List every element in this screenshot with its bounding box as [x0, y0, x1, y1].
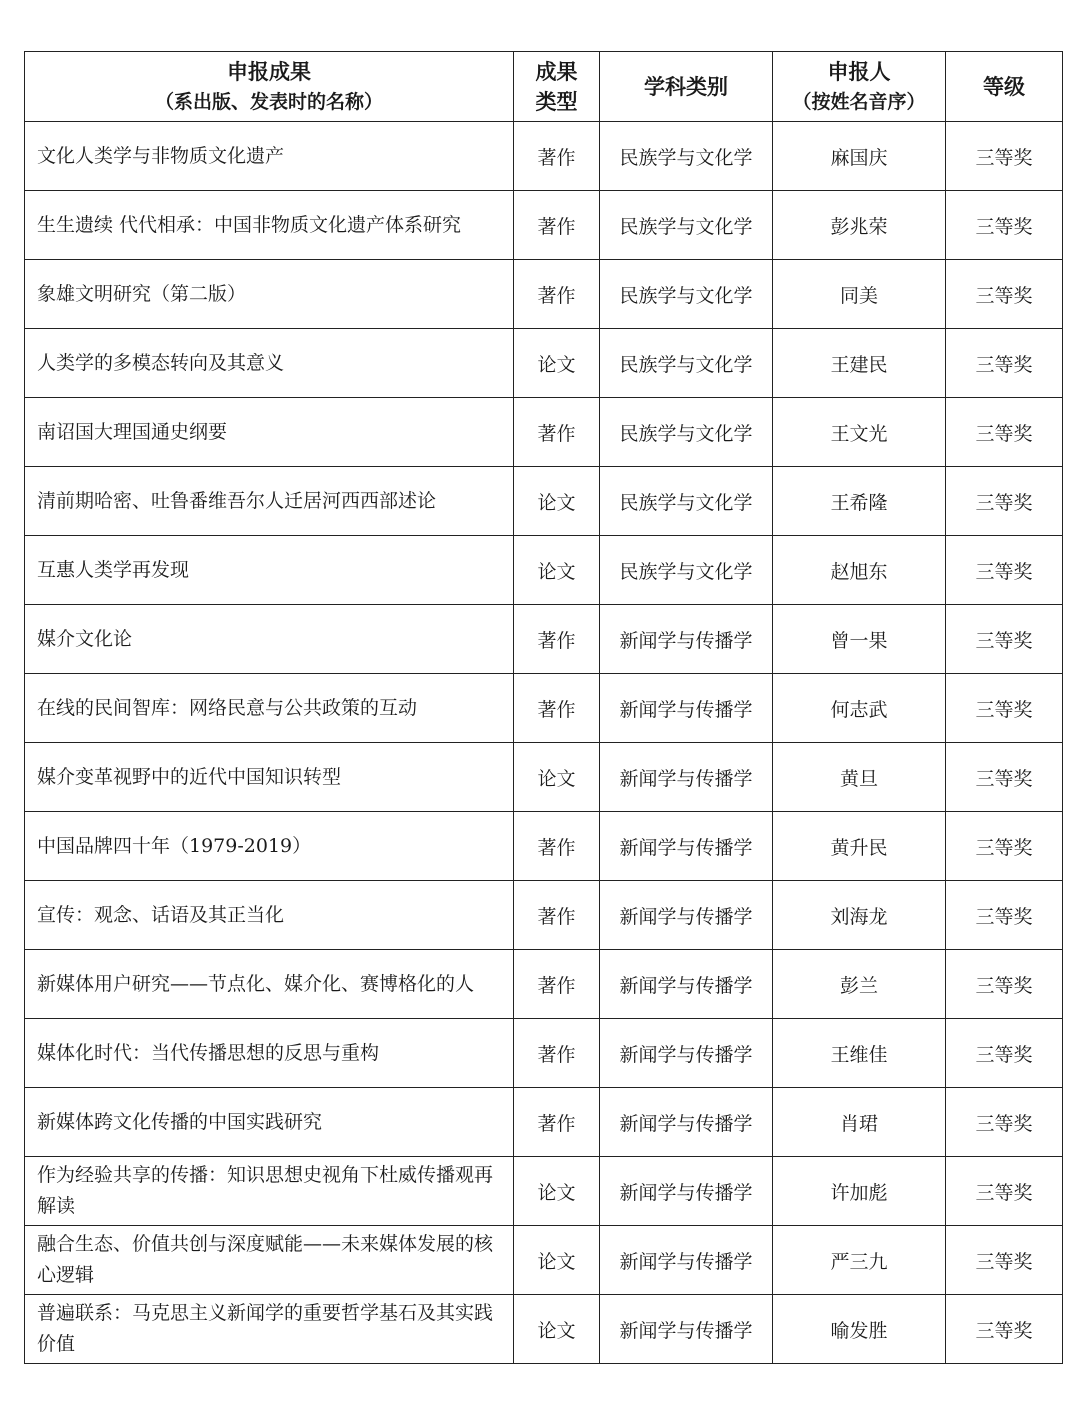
cell-discipline: 民族学与文化学 — [600, 260, 773, 329]
cell-discipline: 新闻学与传播学 — [600, 1295, 773, 1364]
cell-type: 论文 — [514, 1157, 600, 1226]
cell-type: 著作 — [514, 812, 600, 881]
table-body — [25, 122, 1063, 1364]
table-row — [25, 536, 1063, 605]
table-row — [25, 743, 1063, 812]
table-row — [25, 1088, 1063, 1157]
cell-discipline: 民族学与文化学 — [600, 122, 773, 191]
cell-type: 论文 — [514, 1295, 600, 1364]
cell-type: 著作 — [514, 191, 600, 260]
cell-applicant: 彭兰 — [773, 950, 946, 1019]
cell-type: 论文 — [514, 329, 600, 398]
header-applicant-sub: （按姓名音序） — [792, 90, 926, 113]
cell-type: 论文 — [514, 467, 600, 536]
cell-title: 新媒体跨文化传播的中国实践研究 — [25, 1088, 514, 1157]
table-row — [25, 398, 1063, 467]
cell-discipline: 民族学与文化学 — [600, 398, 773, 467]
cell-applicant: 喻发胜 — [773, 1295, 946, 1364]
table-row — [25, 605, 1063, 674]
cell-applicant: 黄旦 — [773, 743, 946, 812]
cell-applicant: 彭兆荣 — [773, 191, 946, 260]
header-title-sub: （系出版、发表时的名称） — [154, 90, 383, 113]
cell-type: 著作 — [514, 674, 600, 743]
cell-type: 著作 — [514, 881, 600, 950]
cell-discipline: 民族学与文化学 — [600, 467, 773, 536]
header-grade: 等级 — [946, 52, 1063, 122]
cell-title: 互惠人类学再发现 — [25, 536, 514, 605]
cell-grade: 三等奖 — [946, 536, 1063, 605]
cell-discipline: 新闻学与传播学 — [600, 1088, 773, 1157]
cell-discipline: 新闻学与传播学 — [600, 950, 773, 1019]
table-row — [25, 122, 1063, 191]
cell-grade: 三等奖 — [946, 1088, 1063, 1157]
cell-grade: 三等奖 — [946, 1226, 1063, 1295]
cell-type: 论文 — [514, 536, 600, 605]
table-row — [25, 881, 1063, 950]
cell-grade: 三等奖 — [946, 191, 1063, 260]
cell-applicant: 黄升民 — [773, 812, 946, 881]
cell-applicant: 同美 — [773, 260, 946, 329]
table-row — [25, 260, 1063, 329]
cell-title: 中国品牌四十年（1979-2019） — [25, 812, 514, 881]
cell-type: 论文 — [514, 743, 600, 812]
cell-discipline: 新闻学与传播学 — [600, 1157, 773, 1226]
cell-discipline: 民族学与文化学 — [600, 536, 773, 605]
table-row — [25, 329, 1063, 398]
cell-title: 生生遗续 代代相承：中国非物质文化遗产体系研究 — [25, 191, 514, 260]
awards-table — [24, 51, 1063, 1364]
cell-grade: 三等奖 — [946, 329, 1063, 398]
header-type-line2: 类型 — [535, 88, 578, 114]
cell-applicant: 王维佳 — [773, 1019, 946, 1088]
cell-grade: 三等奖 — [946, 605, 1063, 674]
cell-grade: 三等奖 — [946, 1295, 1063, 1364]
cell-title: 媒体化时代：当代传播思想的反思与重构 — [25, 1019, 514, 1088]
cell-applicant: 何志武 — [773, 674, 946, 743]
cell-title: 清前期哈密、吐鲁番维吾尔人迁居河西西部述论 — [25, 467, 514, 536]
cell-title: 新媒体用户研究——节点化、媒介化、赛博格化的人 — [25, 950, 514, 1019]
cell-type: 著作 — [514, 605, 600, 674]
cell-grade: 三等奖 — [946, 1019, 1063, 1088]
header-applicant — [773, 52, 946, 122]
cell-applicant: 赵旭东 — [773, 536, 946, 605]
cell-type: 著作 — [514, 950, 600, 1019]
cell-discipline: 民族学与文化学 — [600, 191, 773, 260]
cell-title: 南诏国大理国通史纲要 — [25, 398, 514, 467]
table-row — [25, 1295, 1063, 1364]
table-row — [25, 1019, 1063, 1088]
cell-type: 著作 — [514, 260, 600, 329]
table-row — [25, 950, 1063, 1019]
cell-grade: 三等奖 — [946, 122, 1063, 191]
header-type-line1: 成果 — [535, 58, 578, 84]
cell-applicant: 许加彪 — [773, 1157, 946, 1226]
table-row — [25, 191, 1063, 260]
cell-title: 媒介变革视野中的近代中国知识转型 — [25, 743, 514, 812]
header-type — [514, 52, 600, 122]
cell-discipline: 新闻学与传播学 — [600, 1019, 773, 1088]
cell-grade: 三等奖 — [946, 881, 1063, 950]
cell-grade: 三等奖 — [946, 1157, 1063, 1226]
cell-title: 象雄文明研究（第二版） — [25, 260, 514, 329]
header-applicant-main: 申报人 — [827, 58, 891, 84]
cell-title: 融合生态、价值共创与深度赋能——未来媒体发展的核心逻辑 — [25, 1226, 514, 1295]
cell-type: 著作 — [514, 122, 600, 191]
cell-grade: 三等奖 — [946, 260, 1063, 329]
cell-applicant: 严三九 — [773, 1226, 946, 1295]
cell-type: 著作 — [514, 1088, 600, 1157]
cell-grade: 三等奖 — [946, 743, 1063, 812]
cell-title: 媒介文化论 — [25, 605, 514, 674]
cell-discipline: 新闻学与传播学 — [600, 743, 773, 812]
cell-type: 著作 — [514, 398, 600, 467]
cell-applicant: 曾一果 — [773, 605, 946, 674]
cell-title: 普遍联系：马克思主义新闻学的重要哲学基石及其实践价值 — [25, 1295, 514, 1364]
cell-discipline: 新闻学与传播学 — [600, 1226, 773, 1295]
cell-discipline: 新闻学与传播学 — [600, 605, 773, 674]
cell-applicant: 肖珺 — [773, 1088, 946, 1157]
cell-applicant: 王希隆 — [773, 467, 946, 536]
cell-type: 论文 — [514, 1226, 600, 1295]
cell-type: 著作 — [514, 1019, 600, 1088]
header-title — [25, 52, 514, 122]
table-row — [25, 467, 1063, 536]
table-row — [25, 674, 1063, 743]
cell-discipline: 新闻学与传播学 — [600, 674, 773, 743]
cell-applicant: 刘海龙 — [773, 881, 946, 950]
cell-discipline: 新闻学与传播学 — [600, 812, 773, 881]
cell-grade: 三等奖 — [946, 467, 1063, 536]
table-row — [25, 1226, 1063, 1295]
cell-title: 作为经验共享的传播：知识思想史视角下杜威传播观再解读 — [25, 1157, 514, 1226]
header-title-main: 申报成果 — [227, 58, 311, 84]
cell-title: 在线的民间智库：网络民意与公共政策的互动 — [25, 674, 514, 743]
cell-discipline: 新闻学与传播学 — [600, 881, 773, 950]
cell-title: 宣传：观念、话语及其正当化 — [25, 881, 514, 950]
table-row — [25, 1157, 1063, 1226]
cell-title: 人类学的多模态转向及其意义 — [25, 329, 514, 398]
table-header — [25, 52, 1063, 122]
cell-discipline: 民族学与文化学 — [600, 329, 773, 398]
cell-applicant: 麻国庆 — [773, 122, 946, 191]
cell-grade: 三等奖 — [946, 398, 1063, 467]
cell-applicant: 王文光 — [773, 398, 946, 467]
table-row — [25, 812, 1063, 881]
cell-grade: 三等奖 — [946, 950, 1063, 1019]
cell-applicant: 王建民 — [773, 329, 946, 398]
cell-title: 文化人类学与非物质文化遗产 — [25, 122, 514, 191]
cell-grade: 三等奖 — [946, 812, 1063, 881]
header-discipline: 学科类别 — [600, 52, 773, 122]
cell-grade: 三等奖 — [946, 674, 1063, 743]
